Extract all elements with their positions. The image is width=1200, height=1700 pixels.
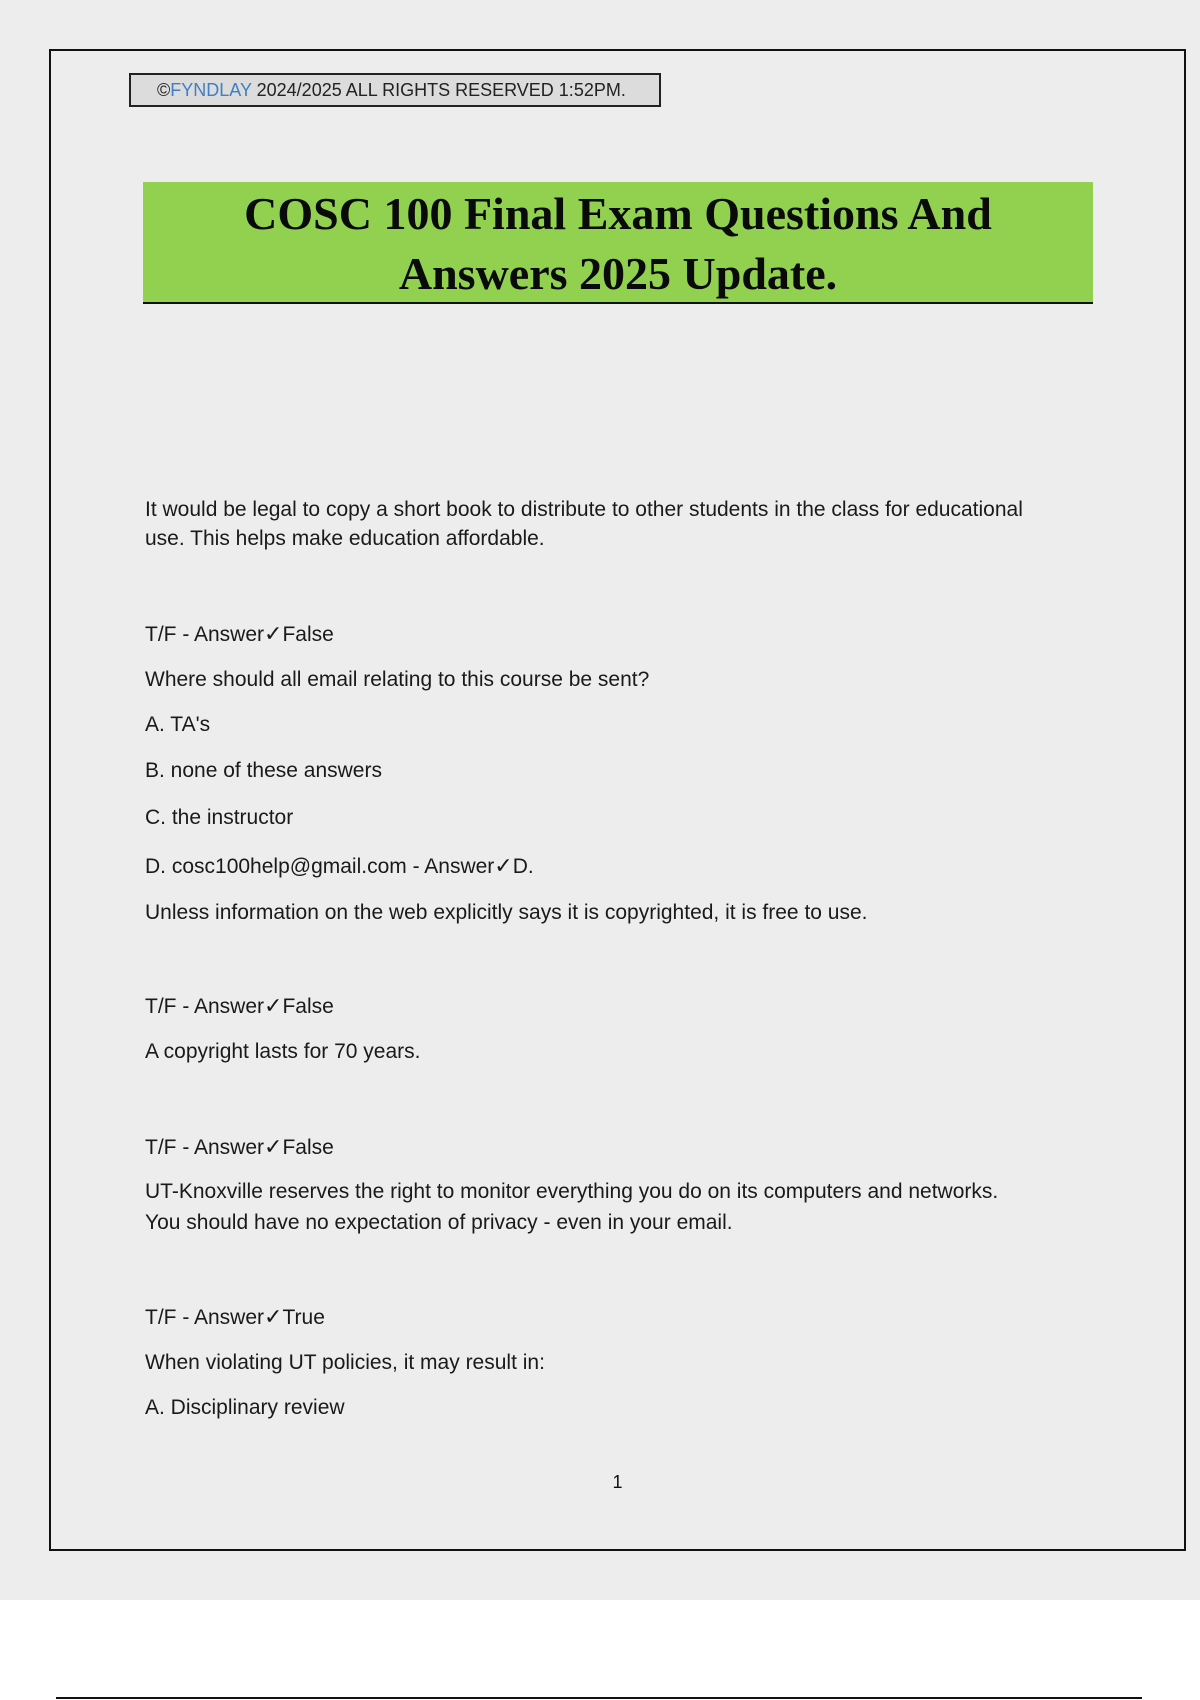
page-number: 1 (612, 1472, 623, 1492)
copyright-symbol: © (157, 80, 171, 100)
question-5-answer (145, 1302, 325, 1333)
brand-name: FYNDLAY (170, 80, 252, 100)
question-2-option-a: A. TA's (145, 713, 211, 736)
question-3-answer (145, 991, 334, 1022)
question-6-option-a: A. Disciplinary review (145, 1396, 345, 1419)
answer-value: True (282, 1306, 325, 1329)
question-2-option-d (145, 851, 534, 882)
question-3-text: Unless information on the web explicitly says it is copyrighted, it is free to use. (145, 901, 868, 924)
checkmark-icon: ✓ (494, 853, 513, 878)
question-1-answer (145, 619, 334, 650)
answer-prefix: T/F - Answer (145, 1136, 265, 1159)
question-5-line-1: UT-Knoxville reserves the right to monitor everything you do on its computers and networks. (145, 1180, 999, 1203)
answer-prefix: T/F - Answer (145, 995, 265, 1018)
question-2-option-b: B. none of these answers (145, 759, 382, 782)
title-line-2: Answers 2025 Update. (398, 248, 838, 299)
question-1-line-2: use. This helps make education affordable. (145, 527, 545, 550)
answer-value: False (282, 623, 334, 646)
next-page-rule (56, 1697, 1142, 1699)
title-line-1: COSC 100 Final Exam Questions And (244, 188, 992, 239)
question-4-answer (145, 1132, 334, 1163)
question-5-line-2: You should have no expectation of privacy - even in your email. (145, 1211, 733, 1234)
question-2-option-c: C. the instructor (145, 806, 294, 829)
answer-value: D. (512, 855, 534, 878)
checkmark-icon: ✓ (264, 621, 283, 646)
option-d-text: D. cosc100help@gmail.com - Answer (145, 855, 495, 878)
copyright-notice (129, 73, 661, 107)
answer-value: False (282, 1136, 334, 1159)
question-1-line-1: It would be legal to copy a short book to distribute to other students in the class for educational (145, 498, 1023, 521)
question-4-text: A copyright lasts for 70 years. (145, 1040, 421, 1063)
checkmark-icon: ✓ (264, 1304, 283, 1329)
document-title (143, 182, 1093, 304)
checkmark-icon: ✓ (264, 993, 283, 1018)
question-2-text: Where should all email relating to this course be sent? (145, 668, 650, 691)
copyright-text: 2024/2025 ALL RIGHTS RESERVED 1:52PM. (251, 80, 626, 100)
answer-prefix: T/F - Answer (145, 1306, 265, 1329)
answer-value: False (282, 995, 334, 1018)
question-6-text: When violating UT policies, it may result in: (145, 1351, 545, 1374)
checkmark-icon: ✓ (264, 1134, 283, 1159)
answer-prefix: T/F - Answer (145, 623, 265, 646)
